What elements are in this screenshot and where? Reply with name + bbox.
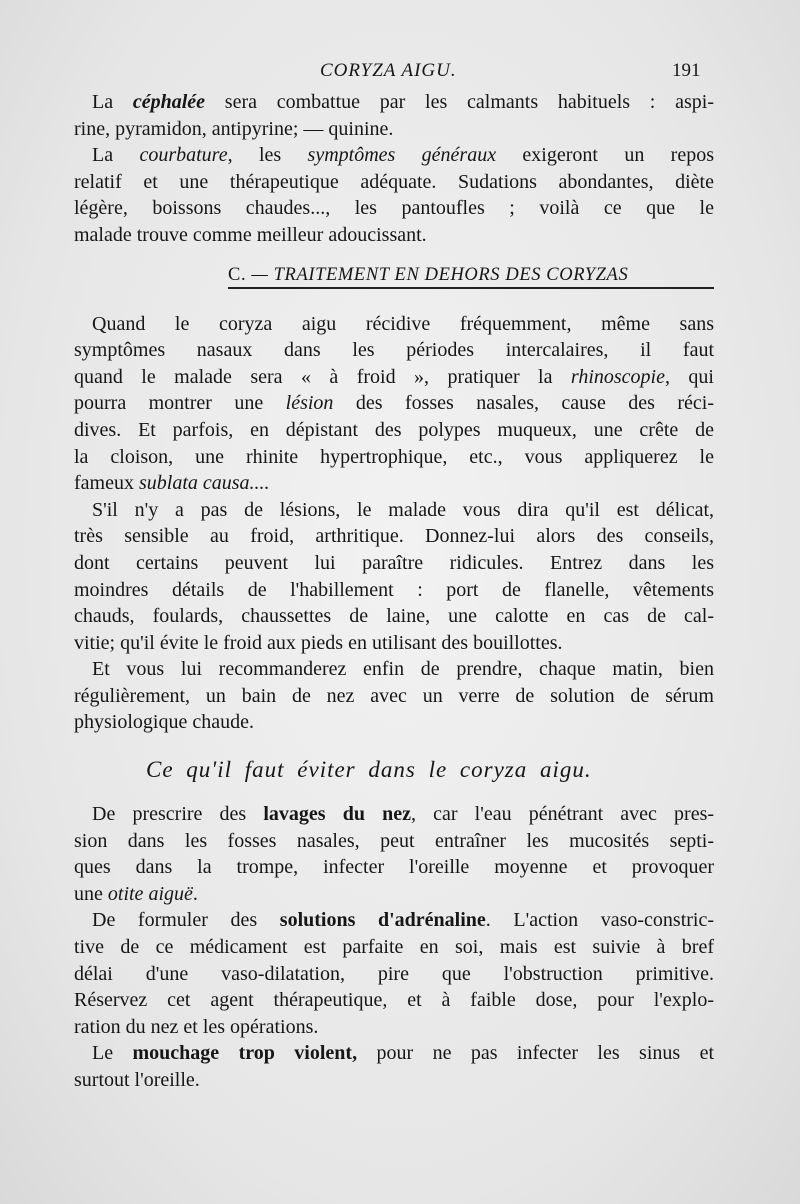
emphasis-rhinoscopie: rhinoscopie [570, 365, 665, 388]
text-line: ques dans la trompe, infecter l'oreille moyenne et provoquer [74, 856, 714, 879]
text-line: De prescrire des lavages du nez, car l'eau pénétrant avec pres- [92, 803, 715, 826]
text-line: rine, pyramidon, antipyrine; — quinine. [74, 117, 394, 140]
emphasis-cephalee: céphalée [132, 91, 206, 113]
emphasis-courbature: courbature [139, 144, 228, 167]
emphasis-sublata-causa: sublata causa.... [138, 472, 270, 495]
text-line: sion dans les fosses nasales, peut entraîner les mucosités septi- [74, 829, 714, 852]
section-heading [228, 265, 714, 289]
running-title: CORYZA AIGU. [320, 60, 457, 81]
text-line: légère, boissons chaudes..., les pantoufles ; voilà ce que le [74, 197, 714, 220]
text-line: surtout l'oreille. [74, 1069, 200, 1091]
emphasis-otite: otite aiguë [107, 882, 193, 905]
text-line: vitie; qu'il évite le froid aux pieds en utilisant des bouillottes. [74, 631, 563, 654]
text-line: une otite aiguë. [74, 882, 198, 905]
text-line: très sensible au froid, arthritique. Donnez-lui alors des conseils, [74, 525, 714, 548]
paragraph-bain-de-nez [74, 656, 714, 736]
text-line: quand le malade sera « à froid », pratiquer la rhinoscopie, qui [74, 365, 714, 388]
section-title: — TRAITEMENT EN DEHORS DES CORYZAS [246, 264, 629, 285]
section-letter: C. [228, 264, 247, 285]
paragraph-adrenaline [74, 907, 714, 1040]
emphasis-lesion: lésion [285, 392, 334, 415]
paragraph-courbature [74, 142, 714, 248]
text-line: La courbature, les symptômes généraux exigeront un repos [92, 144, 714, 167]
text-line: ration du nez et les opérations. [74, 1015, 319, 1038]
paragraph-cephalee [74, 89, 714, 142]
text-line: chauds, foulards, chaussettes de laine, une calotte en cas de cal- [74, 605, 714, 628]
spacer [74, 289, 714, 311]
text-line: S'il n'y a pas de lésions, le malade vous dira qu'il est délicat, [92, 498, 714, 521]
paragraph-lavages [74, 801, 714, 907]
paragraph-recidive [74, 311, 714, 497]
text-line: délai d'une vaso-dilatation, pire que l'obstruction primitive. [74, 962, 714, 985]
text-line: malade trouve comme meilleur adoucissant. [74, 223, 427, 246]
text-line: physiologique chaude. [74, 711, 254, 734]
text-line: De formuler des solutions d'adrénaline. L'action vaso-constric- [92, 909, 714, 932]
text-line: tive de ce médicament est parfaite en soi, mais est suivie à bref [74, 936, 714, 959]
text-line: dont certains peuvent lui paraître ridicules. Entrez dans les [74, 551, 714, 574]
subtitle-eviter: Ce qu'il faut éviter dans le coryza aigu. [146, 757, 592, 783]
page-number: 191 [672, 60, 701, 81]
text-line: Et vous lui recommanderez enfin de prendre, chaque matin, bien [92, 658, 714, 681]
text-line: La céphalée sera combattue par les calmants habituels : aspi- [92, 91, 714, 113]
emphasis-symptomes: symptômes généraux [307, 144, 497, 167]
text-line: pourra montrer une lésion des fosses nasales, cause des réci- [74, 392, 714, 415]
emphasis-mouchage: mouchage trop violent, [132, 1042, 358, 1065]
running-head [0, 60, 800, 86]
paragraph-mouchage [74, 1040, 714, 1093]
text-line: dives. Et parfois, en dépistant des polypes muqueux, une crête de [74, 418, 714, 441]
text-line: Réservez cet agent thérapeutique, et à faible dose, pour l'explo- [74, 989, 714, 1012]
text-line: fameux sublata causa.... [74, 472, 270, 495]
text-line: régulièrement, un bain de nez avec un verre de solution de sérum [74, 684, 714, 707]
page-body [74, 89, 714, 1094]
text-line: Le mouchage trop violent, pour ne pas infecter les sinus et [92, 1042, 715, 1065]
emphasis-adrenaline: solutions d'adrénaline [279, 909, 486, 932]
text-line: relatif et une thérapeutique adéquate. Sudations abondantes, diète [74, 170, 714, 193]
paragraph-conseils [74, 497, 714, 657]
text-line: symptômes nasaux dans les périodes intercalaires, il faut [74, 339, 714, 362]
text-line: la cloison, une rhinite hypertrophique, etc., vous appliquerez le [74, 445, 714, 468]
text-line: moindres détails de l'habillement : port de flanelle, vêtements [74, 578, 714, 601]
text-line: Quand le coryza aigu récidive fréquemment, même sans [92, 312, 714, 335]
emphasis-lavages: lavages du nez [263, 803, 411, 826]
